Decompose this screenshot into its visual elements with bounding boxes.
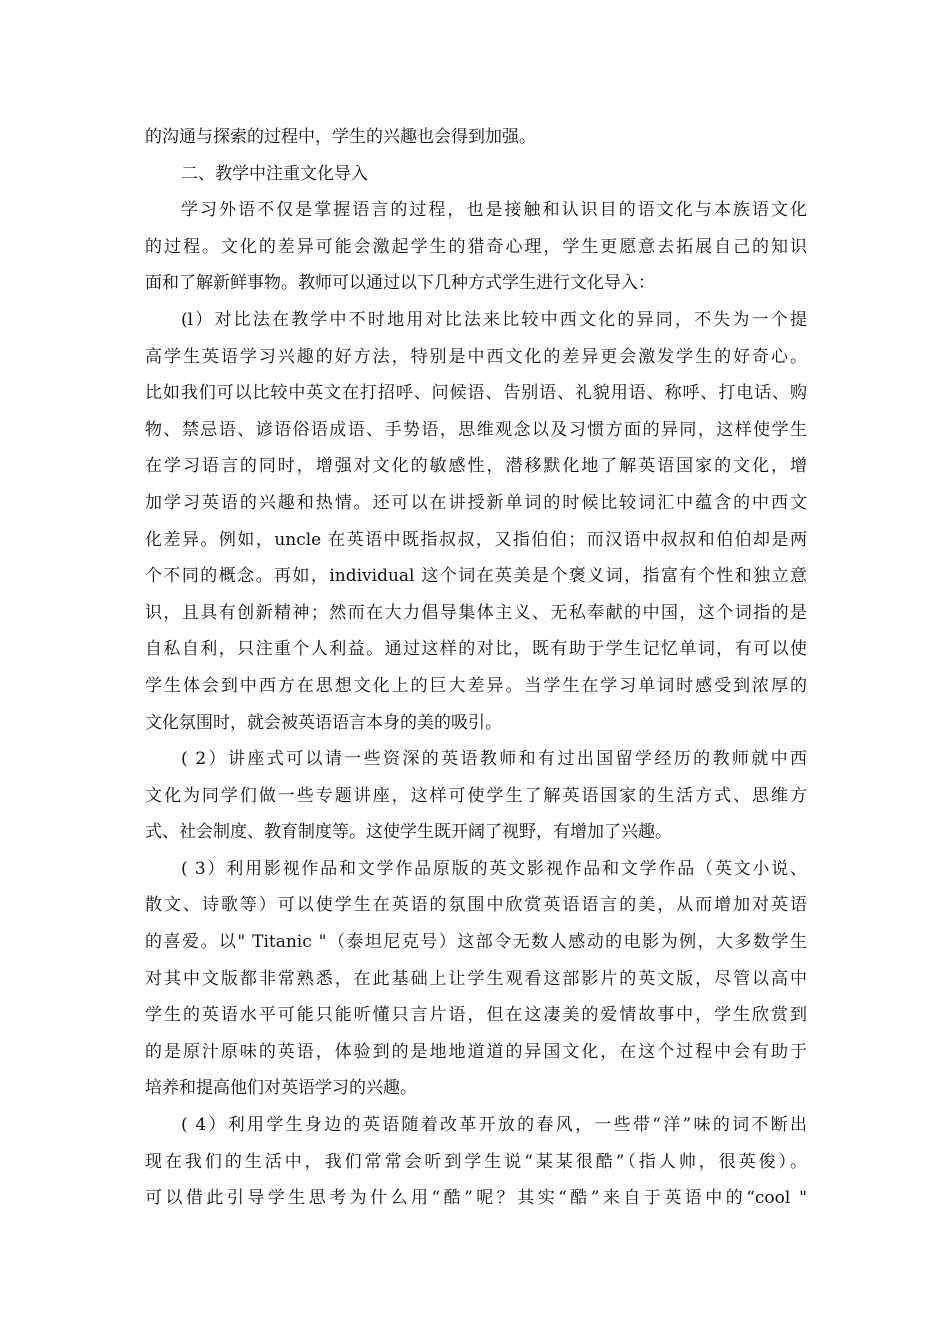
text-line: 的沟通与探索的过程中，学生的兴趣也会得到加强。 xyxy=(145,127,536,147)
text-line: 识，且具有创新精神；然而在大力倡导集体主义、无私奉献的中国，这个词指的是 xyxy=(145,602,807,623)
text-line: 学生体会到中西方在思想文化上的巨大差异。当学生在学习单词时感受到浓厚的 xyxy=(145,675,807,696)
text-line: 二、教学中注重文化导入 xyxy=(181,163,368,184)
text-line: 可以借此引导学生思考为什么用“酷”呢？其实“酷”来自于英语中的“cool " xyxy=(145,1188,807,1209)
text-line: 对其中文版都非常熟悉，在此基础上让学生观看这部影片的英文版，尽管以高中 xyxy=(145,968,807,989)
text-line: 现在我们的生活中，我们常常会听到学生说“某某很酷”（指人帅，很英俊）。 xyxy=(145,1151,807,1172)
body-text xyxy=(145,119,807,1217)
text-line: 物、禁忌语、谚语俗语成语、手势语，思维观念以及习惯方面的异同，这样使学生 xyxy=(145,419,807,440)
text-line: 的喜爱。以" Titanic "（泰坦尼克号）这部令无数人感动的电影为例，大多数学生 xyxy=(145,932,807,953)
text-line: 化差异。例如，uncle 在英语中既指叔叔，又指伯伯；而汉语中叔叔和伯伯却是两 xyxy=(145,529,807,550)
text-line: 自私自利，只注重个人利益。通过这样的对比，既有助于学生记忆单词，有可以使 xyxy=(145,639,807,660)
text-line: ( 2）讲座式可以请一些资深的英语教师和有过出国留学经历的教师就中西 xyxy=(181,749,807,770)
text-line: 学生的英语水平可能只能听懂只言片语，但在这凄美的爱情故事中，学生欣赏到 xyxy=(145,1005,807,1026)
text-line: 面和了解新鲜事物。教师可以通过以下几种方式学生进行文化导入： xyxy=(145,273,655,294)
text-line: 高学生英语学习兴趣的好方法，特别是中西文化的差异更会激发学生的好奇心。 xyxy=(145,346,807,367)
text-line: 比如我们可以比较中英文在打招呼、问候语、告别语、礼貌用语、称呼、打电话、购 xyxy=(145,383,807,404)
text-line: 培养和提高他们对英语学习的兴趣。 xyxy=(145,1078,417,1099)
text-line: 学习外语不仅是掌握语言的过程，也是接触和认识目的语文化与本族语文化 xyxy=(181,200,807,221)
text-line: 散文、诗歌等）可以使学生在英语的氛围中欣赏英语语言的美，从而增加对英语 xyxy=(145,895,807,916)
text-line: 加学习英语的兴趣和热情。还可以在讲授新单词的时候比较词汇中蕴含的中西文 xyxy=(145,492,807,513)
text-line: 文化为同学们做一些专题讲座，这样可使学生了解英语国家的生活方式、思维方 xyxy=(145,785,807,806)
text-line: 式、社会制度、教育制度等。这使学生既开阔了视野，有增加了兴趣。 xyxy=(145,822,672,843)
text-line: (l）对比法在教学中不时地用对比法来比较中西文化的异同，不失为一个提 xyxy=(181,309,807,330)
text-line: 的是原汁原味的英语，体验到的是地地道道的异国文化，在这个过程中会有助于 xyxy=(145,1041,807,1062)
text-line: 的过程。文化的差异可能会激起学生的猎奇心理，学生更愿意去拓展自己的知识 xyxy=(145,236,807,257)
text-line: ( 3）利用影视作品和文学作品原版的英文影视作品和文学作品（英文小说、 xyxy=(181,858,807,879)
text-line: 在学习语言的同时，增强对文化的敏感性，潜移默化地了解英语国家的文化，增 xyxy=(145,456,807,477)
text-line: ( 4）利用学生身边的英语随着改革开放的春风，一些带“洋”味的词不断出 xyxy=(181,1115,807,1136)
text-line: 文化氛围时，就会被英语语言本身的美的吸引。 xyxy=(145,712,502,733)
text-line: 个不同的概念。再如，individual 这个词在英美是个褒义词，指富有个性和独立意 xyxy=(145,566,807,587)
